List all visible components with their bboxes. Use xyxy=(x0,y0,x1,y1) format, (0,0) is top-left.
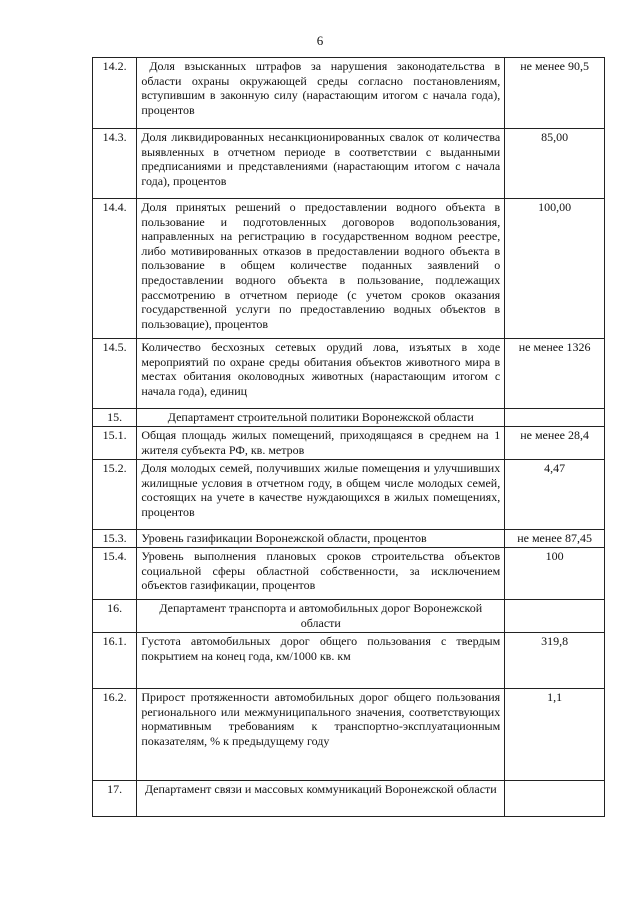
row-value: 100,00 xyxy=(505,199,605,339)
row-value: 100 xyxy=(505,548,605,600)
row-number: 17. xyxy=(93,781,137,817)
row-description: Уровень газификации Воронежской области, процентов xyxy=(137,530,505,548)
department-row xyxy=(93,781,605,817)
row-number: 16. xyxy=(93,600,137,633)
table-row xyxy=(93,129,605,199)
row-value: 1,1 xyxy=(505,689,605,781)
row-value: 319,8 xyxy=(505,633,605,689)
table-row xyxy=(93,548,605,600)
row-value: 85,00 xyxy=(505,129,605,199)
page-number: 6 xyxy=(316,33,324,48)
row-description: Доля молодых семей, получивших жилые помещения и улучшивших жилищные условия в отчетном году, в общем числе молодых семей, состоящих на учете в качестве нуждающихся в жилых помещениях, процентов xyxy=(137,460,505,530)
table-row xyxy=(93,689,605,781)
table-row xyxy=(93,427,605,460)
row-value: не менее 87,45 xyxy=(505,530,605,548)
row-value xyxy=(505,781,605,817)
row-number: 15.3. xyxy=(93,530,137,548)
row-number: 15. xyxy=(93,409,137,427)
department-title: Департамент связи и массовых коммуникаций Воронежской области xyxy=(137,781,505,817)
row-number: 14.3. xyxy=(93,129,137,199)
department-row xyxy=(93,600,605,633)
indicators-table xyxy=(92,57,605,817)
row-number: 16.1. xyxy=(93,633,137,689)
row-description: Доля ликвидированных несанкционированных свалок от количества выявленных в отчетном периоде в соответствии с выданными предписаниями и представлениями (нарастающим итогом с начала года), процентов xyxy=(137,129,505,199)
row-description: Доля взысканных штрафов за нарушения законодательства в области охраны окружающей среды согласно постановлениям, вступившим в законную силу (нарастающим итогом с начала года), процентов xyxy=(137,58,505,129)
row-value xyxy=(505,409,605,427)
row-value: не менее 1326 xyxy=(505,339,605,409)
table-row xyxy=(93,530,605,548)
row-number: 15.4. xyxy=(93,548,137,600)
department-title: Департамент транспорта и автомобильных дорог Воронежской области xyxy=(137,600,505,633)
row-number: 16.2. xyxy=(93,689,137,781)
row-description: Доля принятых решений о предоставлении водного объекта в пользование и подготовленных договоров водопользования, направленных на регистрацию в государственном водном реестре, либо мотивированных отказов в предоставлении водного объекта в пользование в общем количестве поданных заявлений о предоставлении водного объекта в пользование, подлежащих рассмотрению в отчетном периоде (с учетом сроков оказания государственной услуги по предоставлению водных объектов в пользовацие), процентов xyxy=(137,199,505,339)
row-number: 14.4. xyxy=(93,199,137,339)
row-value: не менее 28,4 xyxy=(505,427,605,460)
row-number: 15.2. xyxy=(93,460,137,530)
row-description: Прирост протяженности автомобильных дорог общего пользования регионального или межмуниципального значения, соответствующих нормативным требованиям к транспортно-эксплуатационным показателям, % к предыдущему году xyxy=(137,689,505,781)
table-row xyxy=(93,339,605,409)
row-number: 14.5. xyxy=(93,339,137,409)
table-row xyxy=(93,199,605,339)
row-value: 4,47 xyxy=(505,460,605,530)
department-title: Департамент строительной политики Воронежской области xyxy=(137,409,505,427)
table-row xyxy=(93,460,605,530)
row-value: не менее 90,5 xyxy=(505,58,605,129)
row-description: Общая площадь жилых помещений, приходящаяся в среднем на 1 жителя субъекта РФ, кв. метров xyxy=(137,427,505,460)
row-description: Уровень выполнения плановых сроков строительства объектов социальной сферы областной собственности, за исключением объектов газификации, процентов xyxy=(137,548,505,600)
department-row xyxy=(93,409,605,427)
row-number: 14.2. xyxy=(93,58,137,129)
table-row xyxy=(93,633,605,689)
row-number: 15.1. xyxy=(93,427,137,460)
row-description: Количество бесхозных сетевых орудий лова, изъятых в ходе мероприятий по охране среды обитания объектов животного мира в местах обитания околоводных животных (нарастающим итогом с начала года), единиц xyxy=(137,339,505,409)
row-value xyxy=(505,600,605,633)
row-description: Густота автомобильных дорог общего пользования с твердым покрытием на конец года, км/1000 кв. км xyxy=(137,633,505,689)
table-row xyxy=(93,58,605,129)
